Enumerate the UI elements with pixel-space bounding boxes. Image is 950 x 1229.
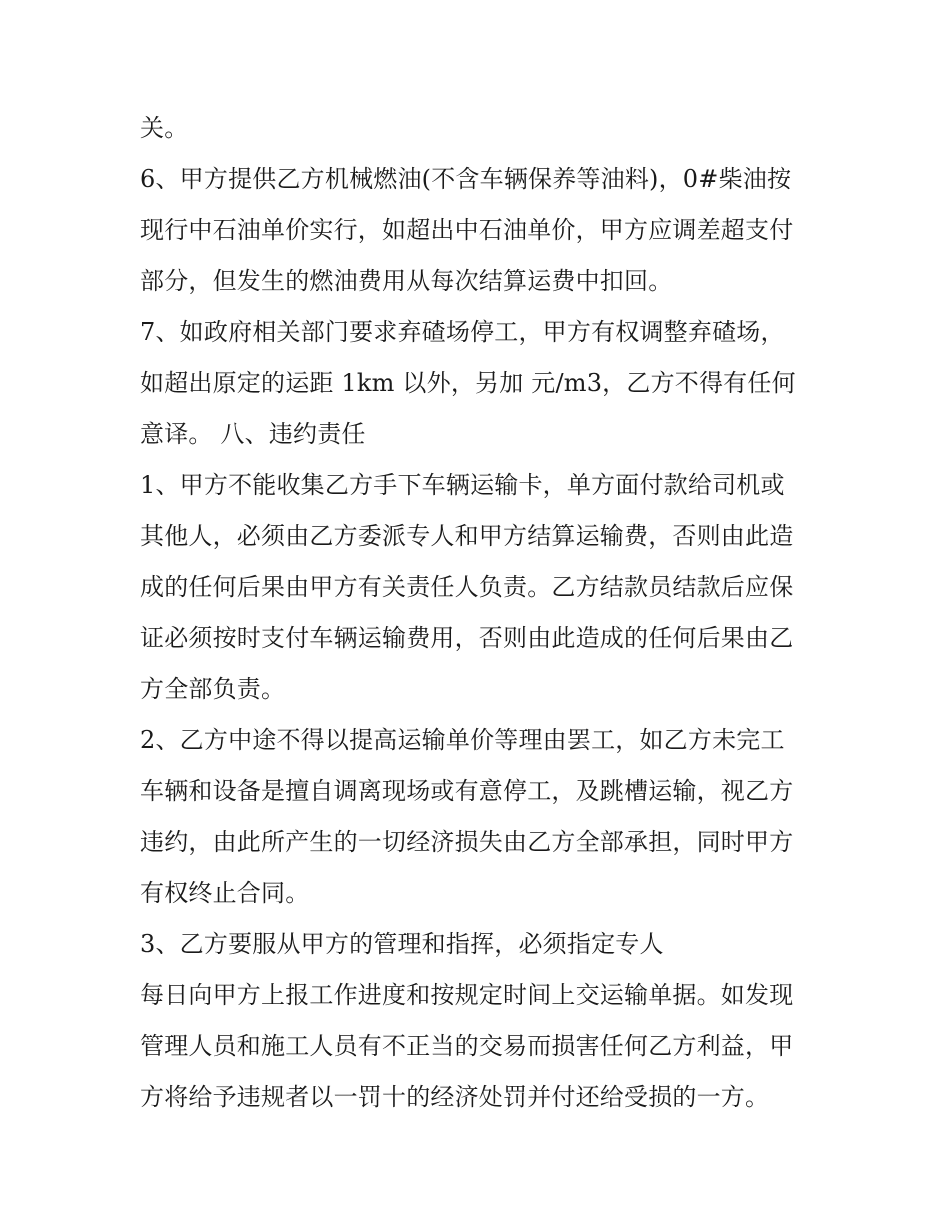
text-line: 成的任何后果由甲方有关责任人负责。乙方结款员结款后应保 [140, 573, 794, 601]
text-line: 关。 [140, 114, 189, 142]
text-line: 证必须按时支付车辆运输费用，否则由此造成的任何后果由乙 [140, 624, 794, 652]
text-line: 有权终止合同。 [140, 879, 310, 907]
text-line: 其他人，必须由乙方委派专人和甲方结算运输费，否则由此造 [140, 522, 794, 550]
text-line: 车辆和设备是擅自调离现场或有意停工，及跳槽运输，视乙方 [140, 777, 794, 805]
text-line: 违约，由此所产生的一切经济损失由乙方全部承担，同时甲方 [140, 828, 794, 856]
text-line: 如超出原定的运距 1km 以外，另加 元/m3，乙方不得有任何 [140, 369, 796, 397]
text-line: 3、乙方要服从甲方的管理和指挥，必须指定专人 [140, 930, 664, 958]
text-line: 方全部负责。 [140, 675, 286, 703]
text-line: 每日向甲方上报工作进度和按规定时间上交运输单据。如发现 [140, 981, 794, 1009]
text-line: 部分，但发生的燃油费用从每次结算运费中扣回。 [140, 267, 673, 295]
text-line: 现行中石油单价实行，如超出中石油单价，甲方应调差超支付 [140, 216, 794, 244]
text-line: 2、乙方中途不得以提高运输单价等理由罢工，如乙方未完工 [140, 726, 785, 754]
text-line: 1、甲方不能收集乙方手下车辆运输卡，单方面付款给司机或 [140, 471, 785, 499]
text-line: 7、如政府相关部门要求弃碴场停工，甲方有权调整弃碴场， [140, 318, 785, 346]
text-line: 管理人员和施工人员有不正当的交易而损害任何乙方利益，甲 [140, 1032, 794, 1060]
text-line: 6、甲方提供乙方机械燃油(不含车辆保养等油料)，0#柴油按 [140, 165, 792, 193]
text-line: 意译。 八、违约责任 [140, 420, 366, 448]
text-line: 方将给予违规者以一罚十的经济处罚并付还给受损的一方。 [140, 1083, 770, 1111]
